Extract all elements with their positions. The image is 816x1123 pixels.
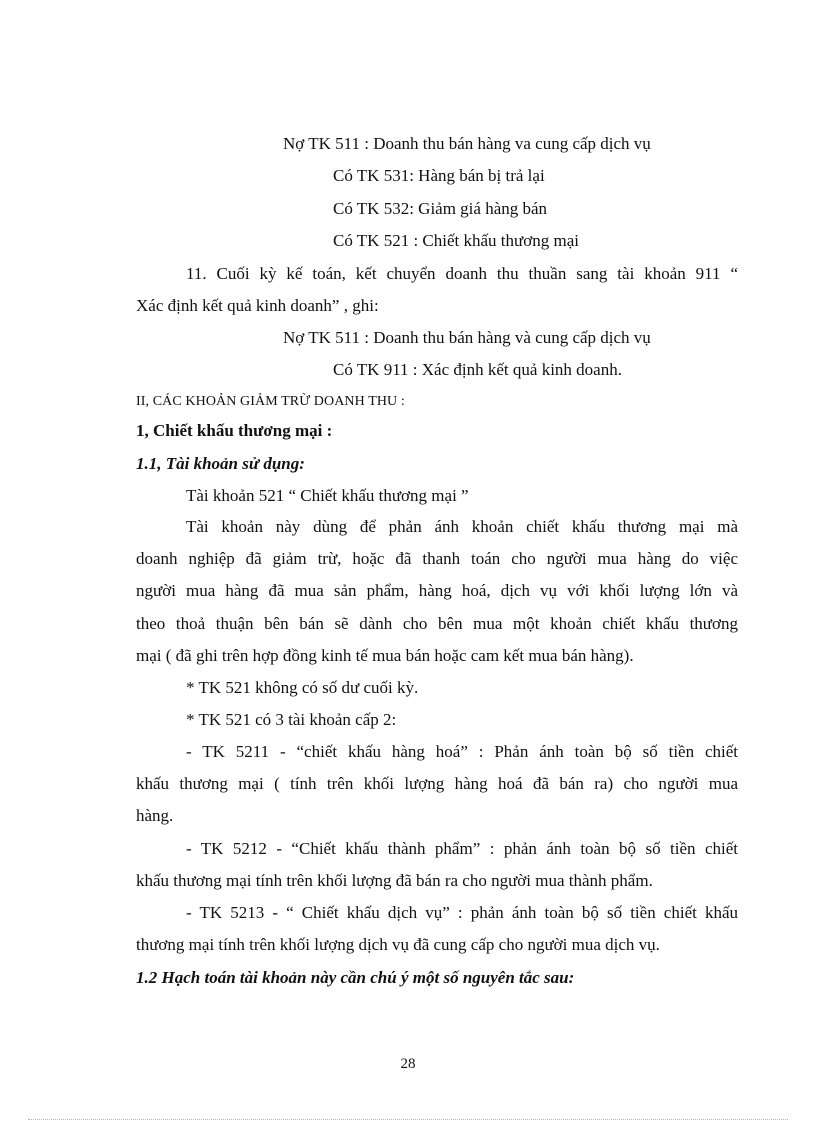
para-account: Tài khoản 521 “ Chiết khấu thương mại ” — [186, 486, 469, 505]
tk5213-line: - TK 5213 - “ Chiết khấu dịch vụ” : phản ánh toàn bộ số tiền chiết khấu — [186, 903, 738, 922]
entry-debit-511-b: Nợ TK 511 : Doanh thu bán hàng và cung cấp dịch vụ — [283, 328, 651, 347]
heading-1: 1, Chiết khấu thương mại : — [136, 421, 333, 440]
heading-1-1: 1.1, Tài khoản sử dụng: — [136, 454, 305, 473]
entry-credit-521: Có TK 521 : Chiết khấu thương mại — [333, 231, 579, 250]
entry-credit-911: Có TK 911 : Xác định kết quả kinh doanh. — [333, 360, 622, 379]
section-heading: II, CÁC KHOẢN GIẢM TRỪ DOANH THU : — [136, 394, 405, 409]
tk5211-line: khấu thương mại ( tính trên khối lượng hàng hoá đã bán ra) cho người mua — [136, 774, 738, 793]
item-11-line-1: 11. Cuối kỳ kế toán, kết chuyển doanh thu thuần sang tài khoản 911 “ — [186, 264, 738, 283]
entry-credit-532: Có TK 532: Giảm giá hàng bán — [333, 199, 548, 218]
para-desc-line: theo thoả thuận bên bán sẽ dành cho bên mua một khoản chiết khấu thương — [136, 614, 738, 633]
tk5212-line: khấu thương mại tính trên khối lượng đã bán ra cho người mua thành phẩm. — [136, 871, 653, 890]
para-desc-line: người mua hàng đã mua sản phẩm, hàng hoá, dịch vụ với khối lượng lớn và — [136, 581, 738, 600]
para-desc-line: doanh nghiệp đã giảm trừ, hoặc đã thanh toán cho người mua hàng do việc — [136, 549, 738, 568]
tk5212-line: - TK 5212 - “Chiết khấu thành phẩm” : phản ánh toàn bộ số tiền chiết — [186, 839, 738, 858]
para-desc-line: Tài khoản này dùng để phản ánh khoản chiết khấu thương mại mà — [186, 517, 738, 536]
para-desc-line: mại ( đã ghi trên hợp đồng kinh tế mua bán hoặc cam kết mua bán hàng). — [136, 646, 634, 665]
tk5211-line: hàng. — [136, 806, 174, 825]
tk5213-line: thương mại tính trên khối lượng dịch vụ đã cung cấp cho người mua dịch vụ. — [136, 935, 660, 954]
entry-credit-531: Có TK 531: Hàng bán bị trả lại — [333, 166, 545, 185]
footer-divider — [28, 1119, 788, 1120]
entry-debit-511: Nợ TK 511 : Doanh thu bán hàng va cung cấp dịch vụ — [283, 134, 651, 153]
note-sub-accounts: * TK 521 có 3 tài khoản cấp 2: — [186, 710, 397, 729]
note-balance: * TK 521 không có số dư cuối kỳ. — [186, 678, 419, 697]
page-number: 28 — [400, 1056, 416, 1072]
tk5211-line: - TK 5211 - “chiết khấu hàng hoá” : Phản ánh toàn bộ số tiền chiết — [186, 742, 738, 761]
heading-1-2: 1.2 Hạch toán tài khoản này cần chú ý một số nguyên tắc sau: — [136, 968, 575, 987]
item-11-line-2: Xác định kết quả kinh doanh” , ghi: — [136, 296, 379, 315]
